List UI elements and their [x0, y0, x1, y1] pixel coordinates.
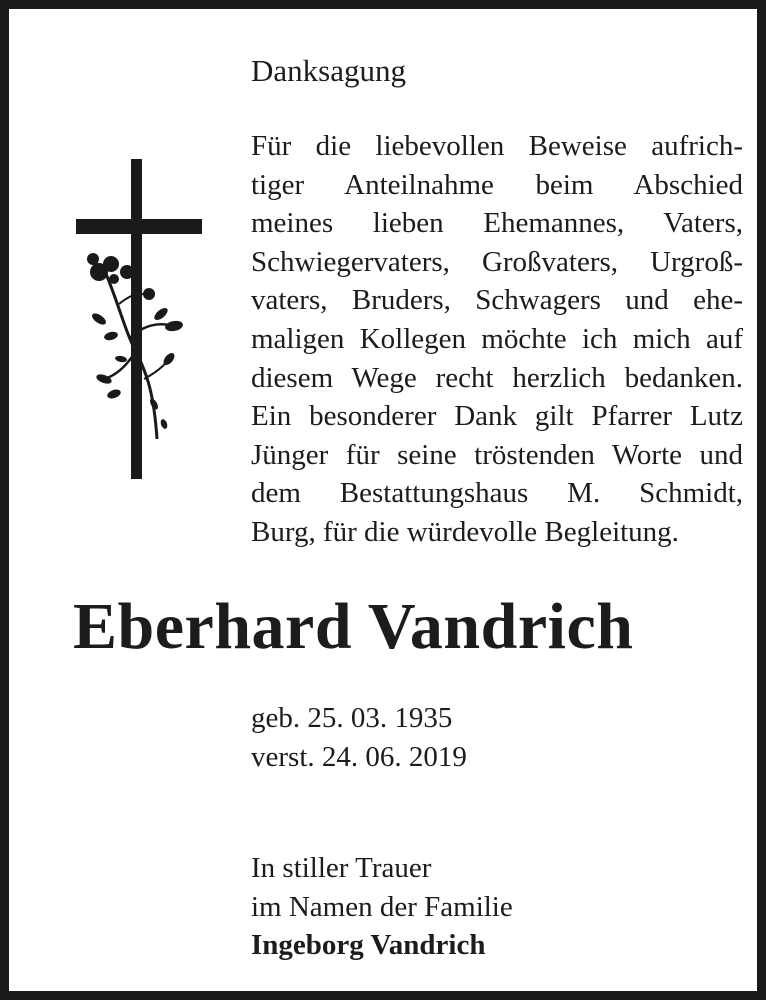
cross-with-rose-icon	[69, 154, 209, 484]
notice-body	[251, 127, 743, 552]
notice-body-line: maligen Kollegen möchte ich mich auf	[251, 322, 743, 355]
notice-body-line: Schwiegervaters, Großvaters, Urgroß-	[251, 245, 743, 278]
life-dates	[251, 699, 467, 776]
deceased-name: Eberhard Vandrich	[73, 590, 634, 663]
notice-body-line: vaters, Bruders, Schwagers und ehe-	[251, 284, 743, 317]
notice-body-line: Ein besonderer Dank gilt Pfarrer Lutz	[251, 400, 743, 433]
notice-body-line: dem Bestattungshaus M. Schmidt,	[251, 477, 743, 510]
closing-block	[251, 849, 513, 965]
notice-body-line: meines lieben Ehemannes, Vaters,	[251, 207, 743, 240]
signer-name: Ingeborg Vandrich	[251, 929, 486, 961]
closing-line: In stiller Trauer	[251, 852, 432, 884]
notice-body-line: Jünger für seine tröstenden Worte und	[251, 438, 743, 471]
notice-body-line: tiger Anteilnahme beim Abschied	[251, 168, 743, 201]
notice-body-line: Für die liebevollen Beweise aufrich-	[251, 130, 743, 162]
notice-body-line: diesem Wege recht herzlich bedanken.	[251, 361, 743, 394]
notice-heading: Danksagung	[251, 53, 406, 88]
death-date: verst. 24. 06. 2019	[251, 740, 467, 773]
birth-date: geb. 25. 03. 1935	[251, 702, 453, 734]
notice-body-line: Burg, für die würdevolle Begleitung.	[251, 515, 679, 548]
closing-line: im Namen der Familie	[251, 890, 513, 923]
